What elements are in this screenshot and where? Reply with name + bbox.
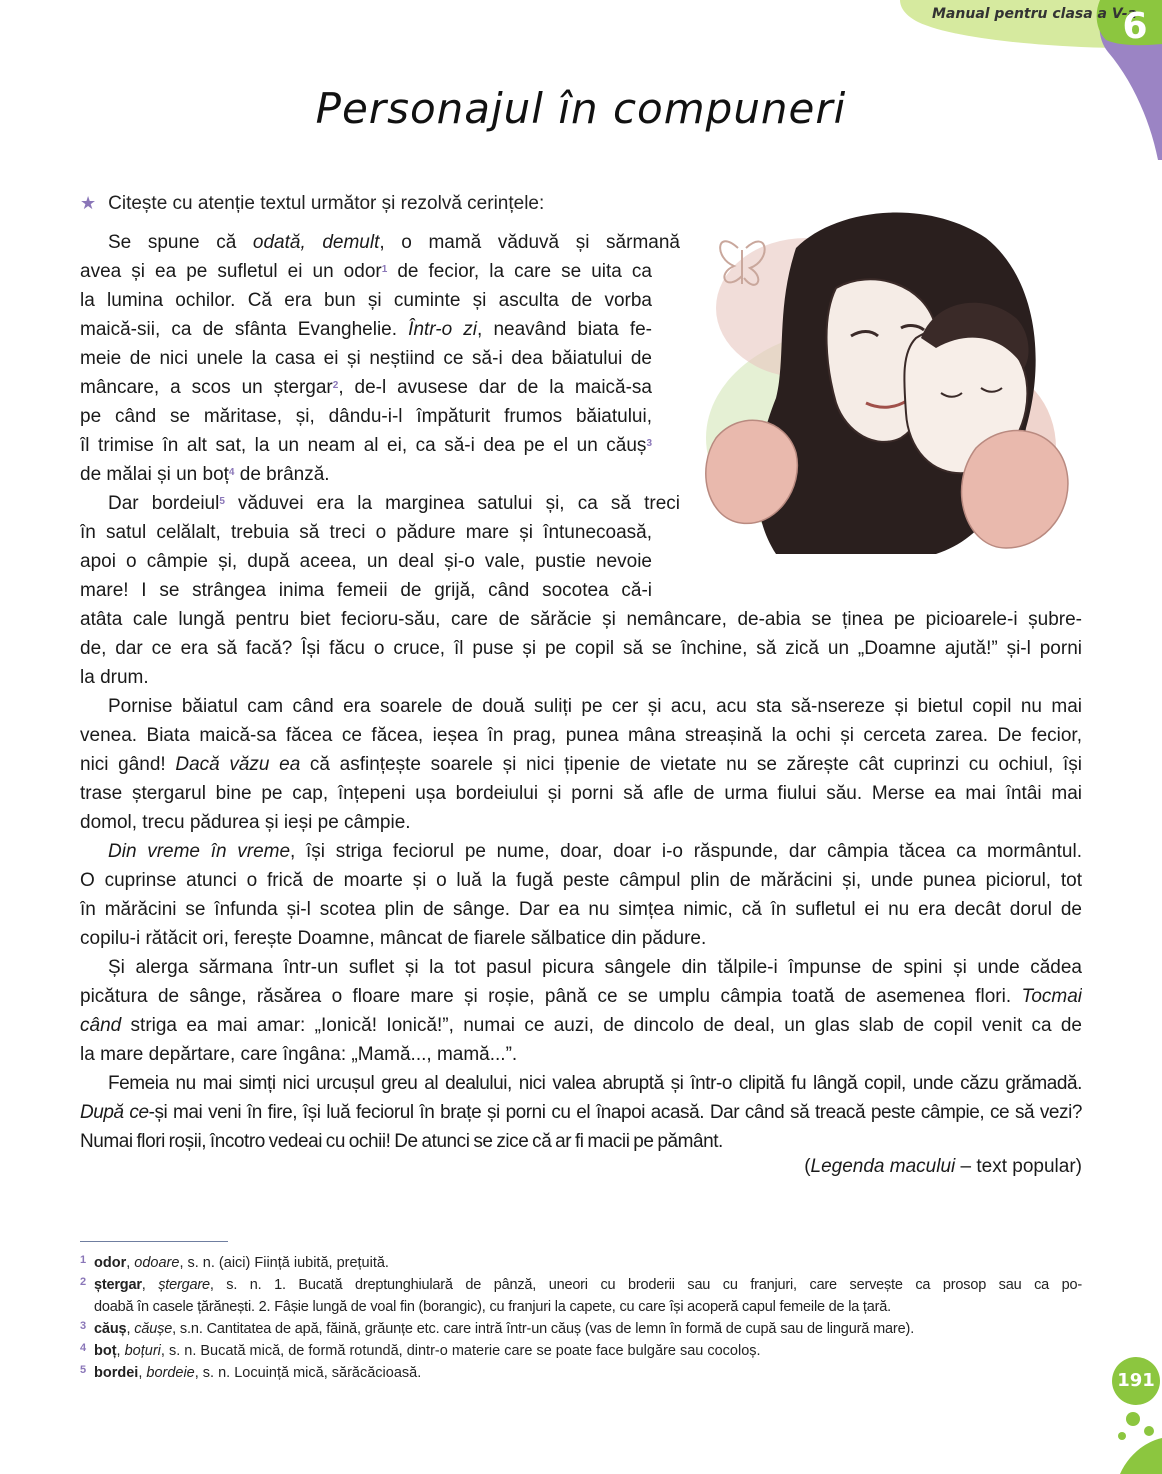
story-paragraph-3: Pornise băiatul cam când era soarele de două suliți pe cer și acu, acu sta să-nsereze și bietul copil nu mai venea. Biata maică-sa făcea ce făcea, ieșea în prag, punea mâna streașină la ochi și cerceta zarea. De fecior, nici gând! Dacă văzu ea că asfințește soarele și nici țipenie de vietate nu se zărește cât cuprinzi cu ochiul, își trase ștergarul bine pe cap, înțepeni ușa bordeiului și porni să afle de urma fiului său. Merse ea mai întâi mai domol, trecu pădurea și ieși pe câmpie. [80,696,1082,833]
story-source: (Legenda macului – text popular) [804,1156,1082,1177]
page-number: 191 [1112,1357,1160,1405]
footnote-ref-5[interactable]: 5 [219,496,225,507]
footnote-ref-3[interactable]: 3 [646,438,652,449]
footnote-2: 2 ștergar, ștergare, s. n. 1. Bucată dreptunghiulară de pânză, uneori cu broderii sau cu franjuri, care servește ca prosop sau ca po- doabă în casele țărănești. 2. Fâșie lungă de voal fin (borangic), cu franjuri la capete, cu care își acoperă capul femeile de la țară. [80,1276,1082,1315]
story-paragraph-6: Femeia nu mai simți nici urcușul greu al dealului, nici valea abruptă și într-o clipită fu lângă copil, unde căzu grămadă. După ce-și mai veni în fire, își luă feciorul în brațe și porni cu el înapoi acasă. Dar când să treacă peste câmpie, ce să vezi? Numai flori roșii, încotro vedeai cu ochii! De atunci se zice că ar fi macii pe pământ. [80,1073,1082,1152]
footnote-ref-4[interactable]: 4 [228,467,235,478]
star-icon: ★ [80,193,97,213]
footnote-ref-1[interactable]: 1 [381,264,388,275]
instruction-text: Citește cu atenție textul următor și rezolvă cerințele: [108,193,545,214]
footnote-4: 4 boț, boțuri, s. n. Bucată mică, de formă rotundă, dintr-o materie care se poate face bulgăre sau cocoloș. [80,1342,761,1359]
manual-label: Manual pentru clasa a V-a [932,6,1137,22]
footnote-5: 5 bordei, bordeie, s. n. Locuință mică, sărăcăcioasă. [80,1364,422,1381]
footnote-3: 3 căuș, căușe, s.n. Cantitatea de apă, făină, grăunțe etc. care intră într-un căuș (vas de lemn în formă de cupă sau de lingură mare). [80,1320,915,1337]
footnote-ref-2[interactable]: 2 [332,380,339,391]
page-title: Personajul în compuneri [315,84,847,133]
footnote-divider [80,1241,228,1242]
footnote-1: 1 odor, odoare, s. n. (aici) Ființă iubită, prețuită. [80,1254,389,1271]
story-paragraph-5: Și alerga sărmana într-un suflet și la tot pasul picura sângele din tălpile-i împunse de spini și unde cădea picătura de sânge, răsărea o floare mare și roșie, până ce se umplu câmpia toată de asemenea flori. Tocmai când striga ea mai amar: „Ionică! Ionică!”, numai ce auzi, de dincolo de deal, un glas slab de copil venit ca de la mare depărtare, care îngâna: „Mamă..., mamă...”. [80,957,1082,1065]
decorative-dot [1126,1412,1140,1426]
story-paragraph-2: Dar bordeiul$^5$ văduvei era la marginea satului și, ca să treci în satul celălalt, trebuia să treci o pădure mare și întunecoasă, apoi o câmpie și, după aceea, un deal și-o vale, pustie nevoie mare! I se strângea inima femeii de grijă, când socotea că-i atâta cale lungă pentru biet fecioru-său, care de sărăcie și nemâncare, de-abia se ținea pe picioarele-i șubre- de, dar ce era să facă? Își făcu o cruce, îl puse și pe copil să se închine, să zică un „Doamne ajută!” și-l porni la drum. [80,493,1082,688]
story-paragraph-1: Se spune că odată, demult, o mamă văduvă și sărmană avea și ea pe sufletul ei un odor$^1$ de fecior, la care se uita ca la lumina ochilor. Că era bun și cuminte și asculta de vorba maică-sii, ca de sfânta Evanghelie. Într-o zi, neavând biata fe- meie de nici unele la casa ei și neștiind ce să-i dea băiatului de mâncare, a scos un ștergar$^2$, de-l avusese dar de la maică-sa pe când se măritase, și, dându-i-l împăturit frumos băiatului, îl trimise în alt sat, la un neam al ei, ca să-i dea pe el un căuș$^3$ de mălai și un boț$^4$ de brânză. [80,232,680,485]
story-paragraph-4: Din vreme în vreme, își striga feciorul pe nume, doar, doar i-o răspunde, dar câmpia tăcea ca mormântul. O cuprinse atunci o frică de moarte și o luă la fugă peste câmpul plin de mărăcini și, unde punea piciorul, tot în mărăcini se înfunda și-l scotea plin de sânge. Dar ea nu simțea nimic, că în sufletul ei nu era decât dorul de copilu-i rătăcit ori, ferește Doamne, mâncat de fiarele sălbatice din pădure. [80,841,1082,949]
footnotes [80,1252,1082,1384]
corner-bottom-decoration [1120,1438,1162,1474]
instruction [80,193,544,215]
decorative-dot [1144,1426,1154,1436]
chapter-number: 6 [1122,6,1148,47]
